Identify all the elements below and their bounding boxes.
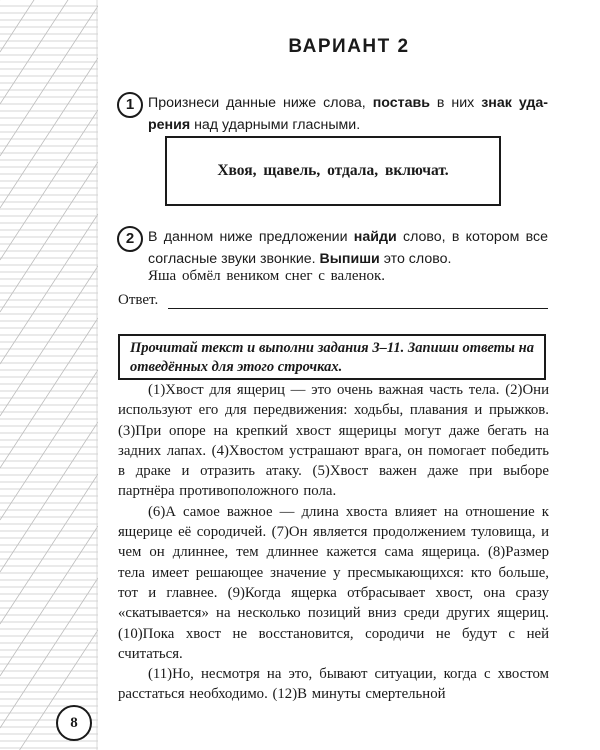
task-2-sentence: Яша обмёл веником снег с валенок.	[148, 268, 386, 284]
answer-row	[118, 292, 548, 309]
paragraph-1: (1)Хвост для ящериц — это очень важная часть тела. (2)Они используют его для передвижения: ходьбы, плавания и прыжков. (3)При опоре на крепкий хвост ящерицы могут даже бегать на задних лапах. (4)Хвостом устрашают врага, он помогает победить в драке и отразить атаку. (5)Хвост важен даже при выборе партнёра противоположного пола.	[118, 382, 549, 500]
page-number: 8	[56, 705, 92, 741]
task-1-text: Произнеси данные ниже слова, поставь в них знак ударения над ударными гласными.	[148, 95, 548, 133]
reading-text	[118, 380, 549, 705]
task-1-words-box: Хвоя, щавель, отдала, включат.	[165, 136, 501, 206]
task-1-number: 1	[117, 92, 143, 118]
answer-line[interactable]	[168, 293, 548, 309]
margin-slant-line	[0, 0, 98, 104]
page-title: ВАРИАНТ 2	[288, 36, 410, 57]
paragraph-3: (11)Но, несмотря на это, бывают ситуации, когда с хвостом расстаться необходимо. (12)В минуты смертельной	[118, 666, 549, 703]
instruction-box: Прочитай текст и выполни задания 3–11. Запиши ответы на отведённых для этого строчках.	[118, 334, 546, 380]
margin-slant-line	[0, 0, 98, 52]
task-2-number: 2	[117, 226, 143, 252]
page-margin-lines	[0, 0, 98, 750]
answer-label: Ответ.	[118, 292, 159, 308]
paragraph-2: (6)А самое важное — длина хвоста влияет на отношение к ящерице её сородичей. (7)Он является продолжением туловища, и чем он длиннее, тем длиннее кажется сама ящерица. (8)Размер тела имеет решающее значение у пресмыкающихся: кто больше, тот и главнее. (9)Когда ящерка отбрасывает хвост, она сразу «скатывается» на несколько позиций вниз среди других ящериц. (10)Пока хвост не восстановится, сородичи не будут с ней считаться.	[118, 503, 549, 662]
task-2-text: В данном ниже предложении найди слово, в котором все согласные звуки звонкие. Выпиши это слово.	[148, 229, 548, 267]
